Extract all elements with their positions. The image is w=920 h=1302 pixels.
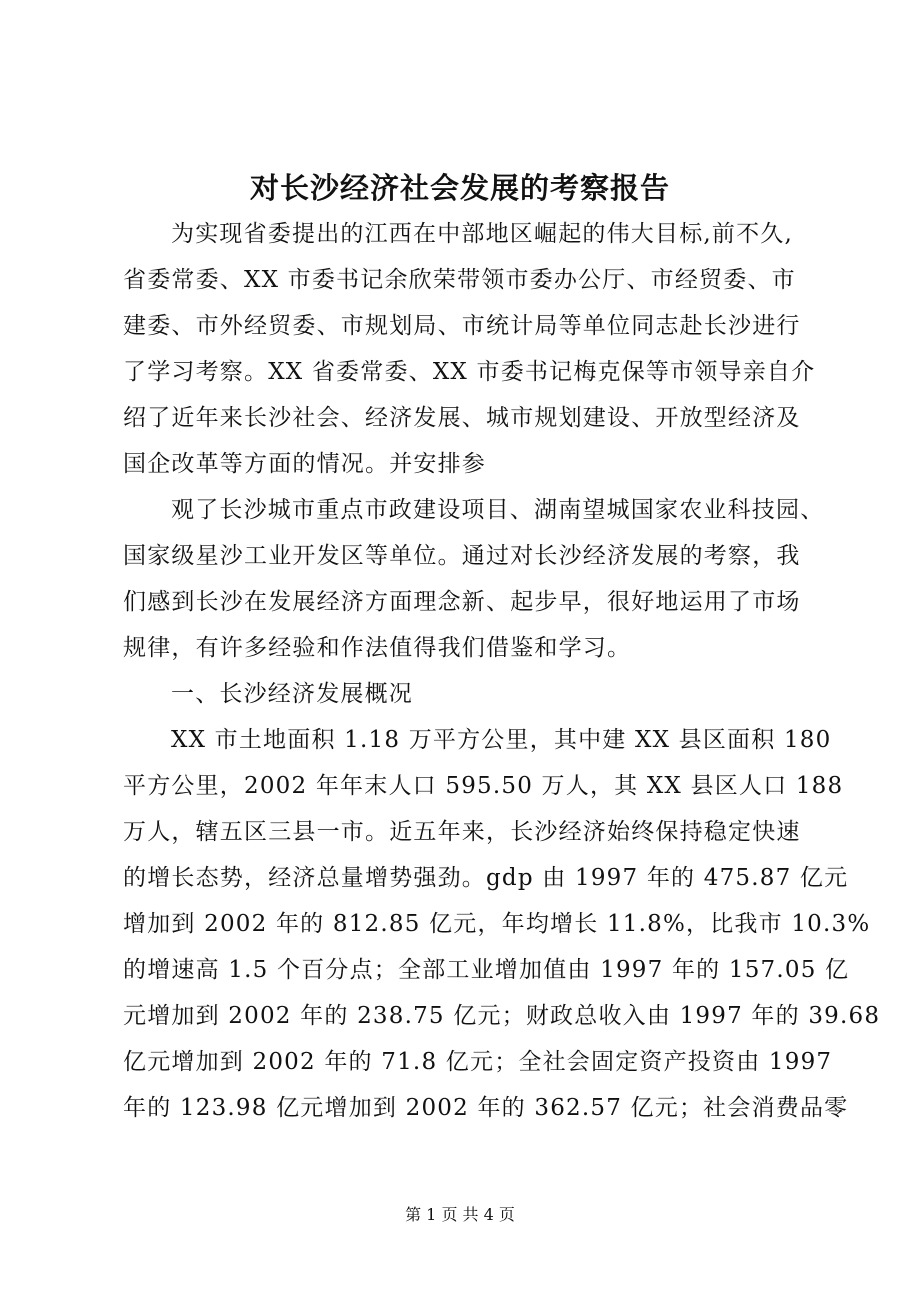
text-line: 的增长态势，经济总量增势强劲。gdp 由 1997 年的 475.87 亿元 — [123, 865, 849, 891]
section-heading: 一、长沙经济发展概况 — [171, 681, 413, 707]
text-line: 元增加到 2002 年的 238.75 亿元；财政总收入由 1997 年的 39.68 — [123, 1003, 881, 1029]
document-body — [123, 211, 881, 1131]
text-line: 亿元增加到 2002 年的 71.8 亿元；全社会固定资产投资由 1997 — [123, 1049, 833, 1075]
text-line: 国家级星沙工业开发区等单位。通过对长沙经济发展的考察，我 — [123, 543, 801, 569]
text-line: 的增速高 1.5 个百分点；全部工业增加值由 1997 年的 157.05 亿 — [123, 957, 850, 983]
text-line: 省委常委、XX 市委书记余欣荣带领市委办公厅、市经贸委、市 — [123, 267, 796, 293]
text-line: 绍了近年来长沙社会、经济发展、城市规划建设、开放型经济及 — [123, 405, 801, 431]
text-line: 规律，有许多经验和作法值得我们借鉴和学习。 — [123, 635, 632, 661]
text-line: 万人，辖五区三县一市。近五年来，长沙经济始终保持稳定快速 — [123, 819, 801, 845]
text-line: 们感到长沙在发展经济方面理念新、起步早，很好地运用了市场 — [123, 589, 801, 615]
text-line: 增加到 2002 年的 812.85 亿元，年均增长 11.8%，比我市 10.3% — [123, 911, 871, 937]
text-line: 建委、市外经贸委、市规划局、市统计局等单位同志赴长沙进行 — [123, 313, 801, 339]
text-line: XX 市土地面积 1.18 万平方公里，其中建 XX 县区面积 180 — [171, 727, 832, 753]
page-number-footer: 第 1 页 共 4 页 — [405, 1205, 515, 1224]
text-line: 平方公里，2002 年年末人口 595.50 万人，其 XX 县区人口 188 — [123, 773, 844, 799]
text-line: 为实现省委提出的江西在中部地区崛起的伟大目标,前不久, — [171, 221, 794, 247]
text-line: 国企改革等方面的情况。并安排参 — [123, 451, 486, 477]
text-line: 了学习考察。XX 省委常委、XX 市委书记梅克保等市领导亲自介 — [123, 359, 816, 385]
document-title: 对长沙经济社会发展的考察报告 — [249, 171, 670, 205]
text-line: 观了长沙城市重点市政建设项目、湖南望城国家农业科技园、 — [171, 497, 825, 523]
text-line: 年的 123.98 亿元增加到 2002 年的 362.57 亿元；社会消费品零 — [123, 1095, 849, 1121]
